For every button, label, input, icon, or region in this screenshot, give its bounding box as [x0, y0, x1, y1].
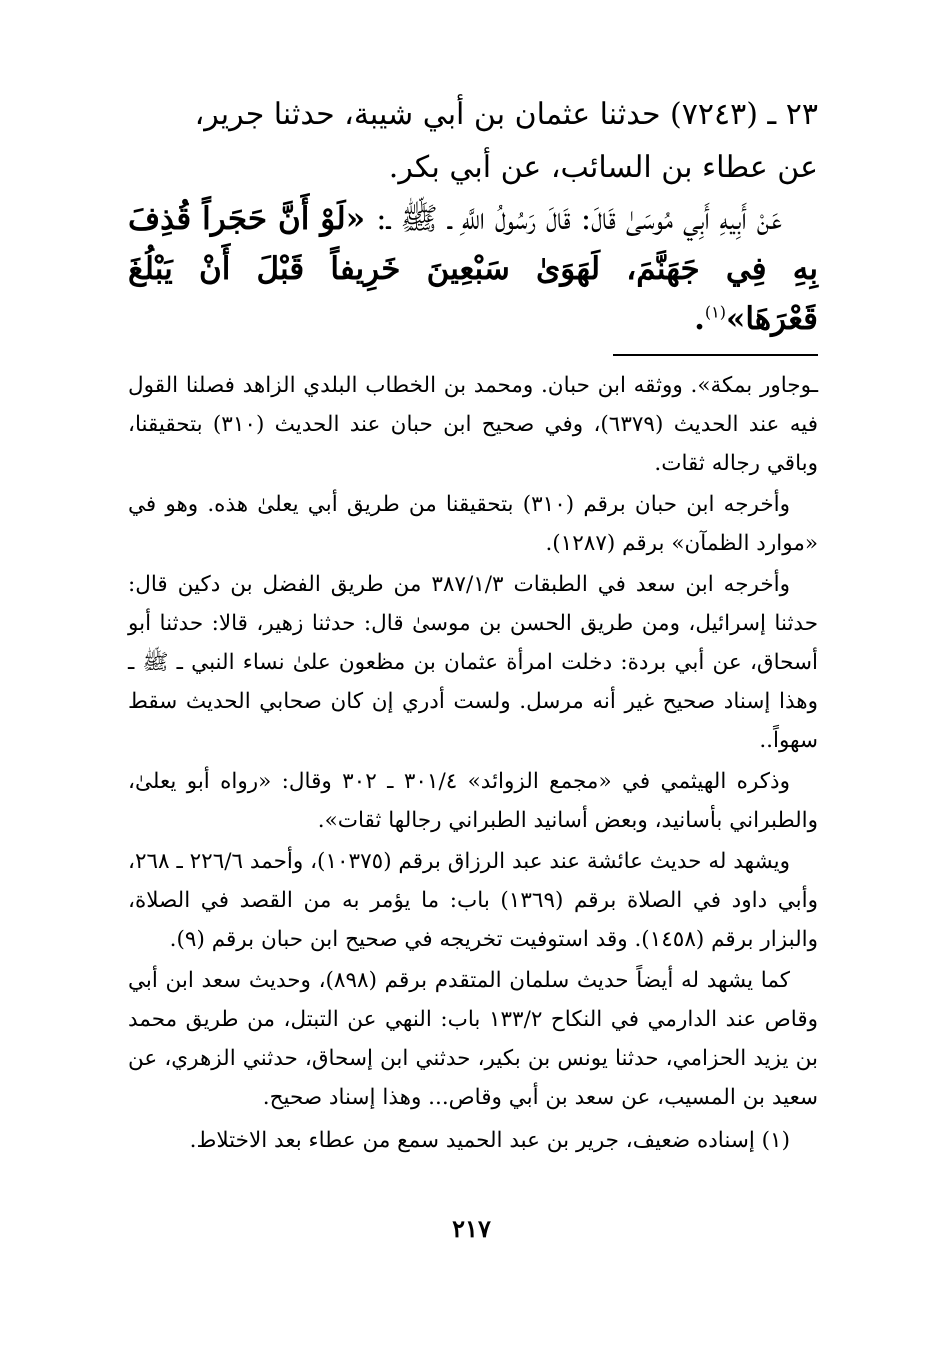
page-content [128, 88, 818, 1160]
hadith-isnad-line1: ٢٣ ـ (٧٢٤٣) حدثنا عثمان بن أبي شيبة، حدثنا جرير، [194, 97, 818, 132]
commentary-paragraph: وأخرجه ابن سعد في الطبقات ٣٨٧/١/٣ من طريق الفضل بن دكين قال: حدثنا إسرائيل، ومن طريق الحسن بن موسىٰ قال: حدثنا زهير، قالا: حدثنا أبو أسحاق، عن أبي بردة: دخلت امرأة عثمان بن مظعون علىٰ نساء النبي ـ ﷺ ـ وهذا إسناد صحيح غير أنه مرسل. ولست أدري إن كان صحابي الحديث سقط سهواً.. [128, 572, 818, 753]
commentary-paragraph: وأخرجه ابن حبان برقم (٣١٠) بتحقيقنا من طريق أبي يعلىٰ هذه. وهو في «موارد الظمآن» برقم (١٢٨٧). [128, 492, 818, 556]
hadith-isnad-line2: عن عطاء بن السائب، عن أبي بكر. [388, 150, 818, 185]
hadith-isnad [128, 88, 818, 194]
commentary-notes [128, 366, 818, 1117]
commentary-paragraph: ـوجاور بمكة». ووثقه ابن حبان. ومحمد بن الخطاب البلدي الزاهد فصلنا القول فيه عند الحديث (٦٣٧٩)، وفي صحيح ابن حبان عند الحديث (٣١٠) بتحقيقنا، وباقي رجاله ثقات. [128, 373, 818, 476]
hadith-end: . [694, 301, 705, 337]
footnote-marker: (١) [704, 302, 726, 322]
hadith-matn: «لَوْ أَنَّ حَجَراً قُذِفَ بِهِ فِي جَهَنَّمَ، لَهَوَىٰ سَبْعِينَ خَرِيفاً قَبْلَ أَنْ يَبْلُغَ قَعْرَهَا» [128, 201, 818, 337]
hadith-narrator: عَنْ أَبِيهِ أَبِي مُوسَىٰ قَالَ: قَالَ رَسُولُ اللَّهِ ـ ﷺ ـ: [376, 201, 782, 237]
hadith-text [128, 194, 818, 344]
footnote-separator [613, 354, 818, 356]
commentary-paragraph: وذكره الهيثمي في «مجمع الزوائد» ٣٠١/٤ ـ ٣٠٢ وقال: «رواه أبو يعلىٰ، والطبراني بأسانيد، وبعض أسانيد الطبراني رجالها ثقات». [128, 769, 818, 833]
commentary-paragraph: كما يشهد له أيضاً حديث سلمان المتقدم برقم (٨٩٨)، وحديث سعد ابن أبي وقاص عند الدارمي في النكاح ١٣٣/٢ باب: النهي عن التبتل، من طريق محمد بن يزيد الحزامي، حدثنا يونس بن بكير، حدثني ابن إسحاق، حدثني الزهري، عن سعيد بن المسيب، عن سعد بن أبي وقاص... وهذا إسناد صحيح. [128, 968, 818, 1110]
commentary-paragraph: ويشهد له حديث عائشة عند عبد الرزاق برقم (١٠٣٧٥)، وأحمد ٢٢٦/٦ ـ ٢٦٨، وأبي داود في الصلاة برقم (١٣٦٩) باب: ما يؤمر به من القصد في الصلاة، والبزار برقم (١٤٥٨). وقد استوفيت تخريجه في صحيح ابن حبان برقم (٩). [128, 849, 818, 952]
footnote: (١) إسناده ضعيف، جرير بن عبد الحميد سمع من عطاء بعد الاختلاط. [189, 1128, 790, 1153]
page-number: ٢١٧ [452, 1214, 491, 1243]
